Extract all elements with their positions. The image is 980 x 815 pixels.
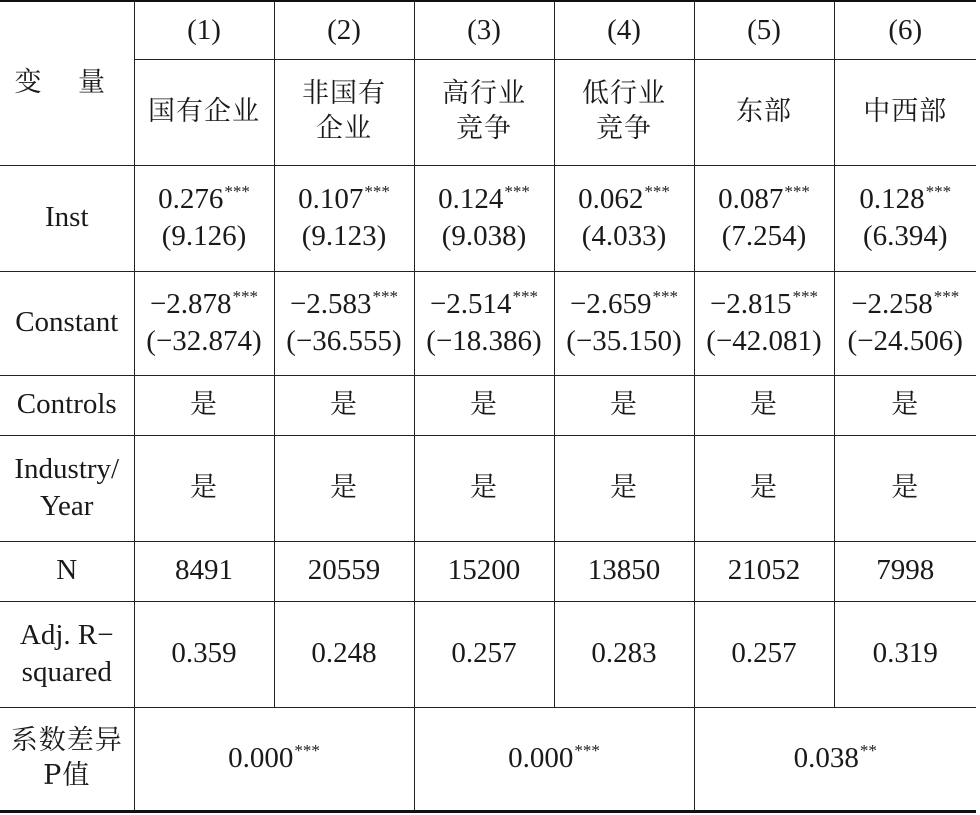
- significance-stars: ***: [372, 287, 399, 307]
- table-row-controls: [0, 375, 976, 435]
- table-row-coef-diff-p: [0, 707, 976, 811]
- column-label-line: 国有企业: [148, 95, 260, 127]
- column-label-line: 中西部: [863, 95, 948, 127]
- header-number-row: [0, 1, 976, 59]
- coef-cell: [554, 165, 694, 271]
- yes-cell: 是: [414, 435, 554, 541]
- t-stat: (9.038): [441, 220, 527, 252]
- yes-cell: 是: [274, 435, 414, 541]
- yes-cell: 是: [694, 435, 834, 541]
- column-number: (6): [834, 1, 976, 59]
- r2-value: 0.248: [274, 601, 414, 707]
- row-label-line: squared: [21, 656, 112, 688]
- coef-cell: [134, 271, 274, 375]
- column-label: [554, 59, 694, 165]
- row-label-line: Industry/: [14, 452, 120, 485]
- row-label: N: [0, 541, 134, 601]
- yes-cell: 是: [134, 435, 274, 541]
- coef-value: −2.258: [851, 287, 933, 320]
- r2-value: 0.319: [834, 601, 976, 707]
- t-stat: (4.033): [581, 220, 667, 252]
- column-label: [694, 59, 834, 165]
- row-label: Inst: [0, 165, 134, 271]
- coef-value: 0.062: [578, 182, 644, 215]
- coef-cell: [694, 165, 834, 271]
- row-label: Constant: [0, 271, 134, 375]
- n-value: 7998: [834, 541, 976, 601]
- coef-value: −2.583: [289, 287, 372, 320]
- n-value: 15200: [414, 541, 554, 601]
- n-value: 21052: [694, 541, 834, 601]
- row-label: [0, 601, 134, 707]
- p-value: 0.038: [793, 741, 859, 774]
- row-label-line: 系数差异: [10, 724, 123, 756]
- column-label: [414, 59, 554, 165]
- row-label-line: Year: [40, 490, 94, 522]
- column-label-line: 东部: [736, 95, 792, 127]
- coef-cell: [274, 271, 414, 375]
- yes-cell: 是: [274, 375, 414, 435]
- table-row-n: [0, 541, 976, 601]
- coef-cell: [554, 271, 694, 375]
- t-stat: (7.254): [721, 220, 807, 252]
- table-row-adj-r-squared: [0, 601, 976, 707]
- column-label-line: 高行业: [442, 78, 526, 110]
- column-label: [134, 59, 274, 165]
- coef-cell: [834, 271, 976, 375]
- variable-header: 变 量: [0, 1, 134, 165]
- column-number: (2): [274, 1, 414, 59]
- t-stat: (−36.555): [286, 325, 402, 357]
- column-label-line: 低行业: [582, 78, 666, 110]
- significance-stars: ***: [574, 741, 600, 761]
- yes-cell: 是: [554, 435, 694, 541]
- column-number: (1): [134, 1, 274, 59]
- coef-value: 0.107: [298, 182, 364, 215]
- significance-stars: **: [859, 741, 877, 761]
- coef-cell: [834, 165, 976, 271]
- coef-value: 0.124: [438, 182, 504, 215]
- row-label: [0, 707, 134, 811]
- column-label: [274, 59, 414, 165]
- row-label: [0, 435, 134, 541]
- significance-stars: ***: [925, 182, 952, 202]
- n-value: 8491: [134, 541, 274, 601]
- t-stat: (−32.874): [146, 325, 262, 357]
- yes-cell: 是: [834, 435, 976, 541]
- coef-cell: [414, 271, 554, 375]
- column-label-line: 竞争: [596, 113, 652, 144]
- header-label-row: [0, 59, 976, 165]
- column-number: (3): [414, 1, 554, 59]
- p-value-cell: [134, 707, 414, 811]
- significance-stars: ***: [784, 182, 810, 202]
- coef-cell: [414, 165, 554, 271]
- p-value: 0.000: [508, 741, 574, 774]
- table-row-industry-year: [0, 435, 976, 541]
- r2-value: 0.257: [694, 601, 834, 707]
- significance-stars: ***: [512, 287, 539, 307]
- coef-value: 0.087: [718, 182, 784, 215]
- r2-value: 0.359: [134, 601, 274, 707]
- t-stat: (−35.150): [566, 325, 682, 357]
- table-row-inst: [0, 165, 976, 271]
- significance-stars: ***: [644, 182, 670, 202]
- t-stat: (−18.386): [426, 325, 542, 357]
- p-value-cell: [414, 707, 694, 811]
- significance-stars: ***: [232, 287, 259, 307]
- coef-value: −2.815: [709, 287, 792, 320]
- r2-value: 0.257: [414, 601, 554, 707]
- significance-stars: ***: [294, 741, 320, 761]
- significance-stars: ***: [364, 182, 390, 202]
- table-row-constant: [0, 271, 976, 375]
- coef-value: 0.128: [859, 182, 925, 215]
- column-number: (5): [694, 1, 834, 59]
- yes-cell: 是: [414, 375, 554, 435]
- coef-cell: [274, 165, 414, 271]
- row-label-line: Adj. R−: [19, 618, 114, 651]
- column-label-line: 竞争: [456, 113, 512, 144]
- row-label-line: P值: [43, 759, 91, 791]
- column-label-line: 企业: [316, 113, 372, 144]
- n-value: 20559: [274, 541, 414, 601]
- coef-value: 0.276: [158, 182, 224, 215]
- coef-value: −2.878: [149, 287, 232, 320]
- yes-cell: 是: [834, 375, 976, 435]
- significance-stars: ***: [933, 287, 960, 307]
- column-label-line: 非国有: [302, 78, 386, 110]
- r2-value: 0.283: [554, 601, 694, 707]
- t-stat: (−42.081): [706, 325, 822, 357]
- yes-cell: 是: [694, 375, 834, 435]
- significance-stars: ***: [504, 182, 530, 202]
- t-stat: (9.123): [301, 220, 387, 252]
- yes-cell: 是: [134, 375, 274, 435]
- p-value: 0.000: [228, 741, 294, 774]
- coef-value: −2.659: [569, 287, 652, 320]
- p-value-cell: [694, 707, 976, 811]
- coef-cell: [694, 271, 834, 375]
- column-number: (4): [554, 1, 694, 59]
- coef-value: −2.514: [429, 287, 512, 320]
- column-label: [834, 59, 976, 165]
- n-value: 13850: [554, 541, 694, 601]
- significance-stars: ***: [652, 287, 679, 307]
- significance-stars: ***: [792, 287, 819, 307]
- t-stat: (6.394): [862, 220, 948, 252]
- t-stat: (9.126): [161, 220, 247, 252]
- row-label: Controls: [0, 375, 134, 435]
- coef-cell: [134, 165, 274, 271]
- yes-cell: 是: [554, 375, 694, 435]
- significance-stars: ***: [224, 182, 250, 202]
- t-stat: (−24.506): [847, 325, 963, 357]
